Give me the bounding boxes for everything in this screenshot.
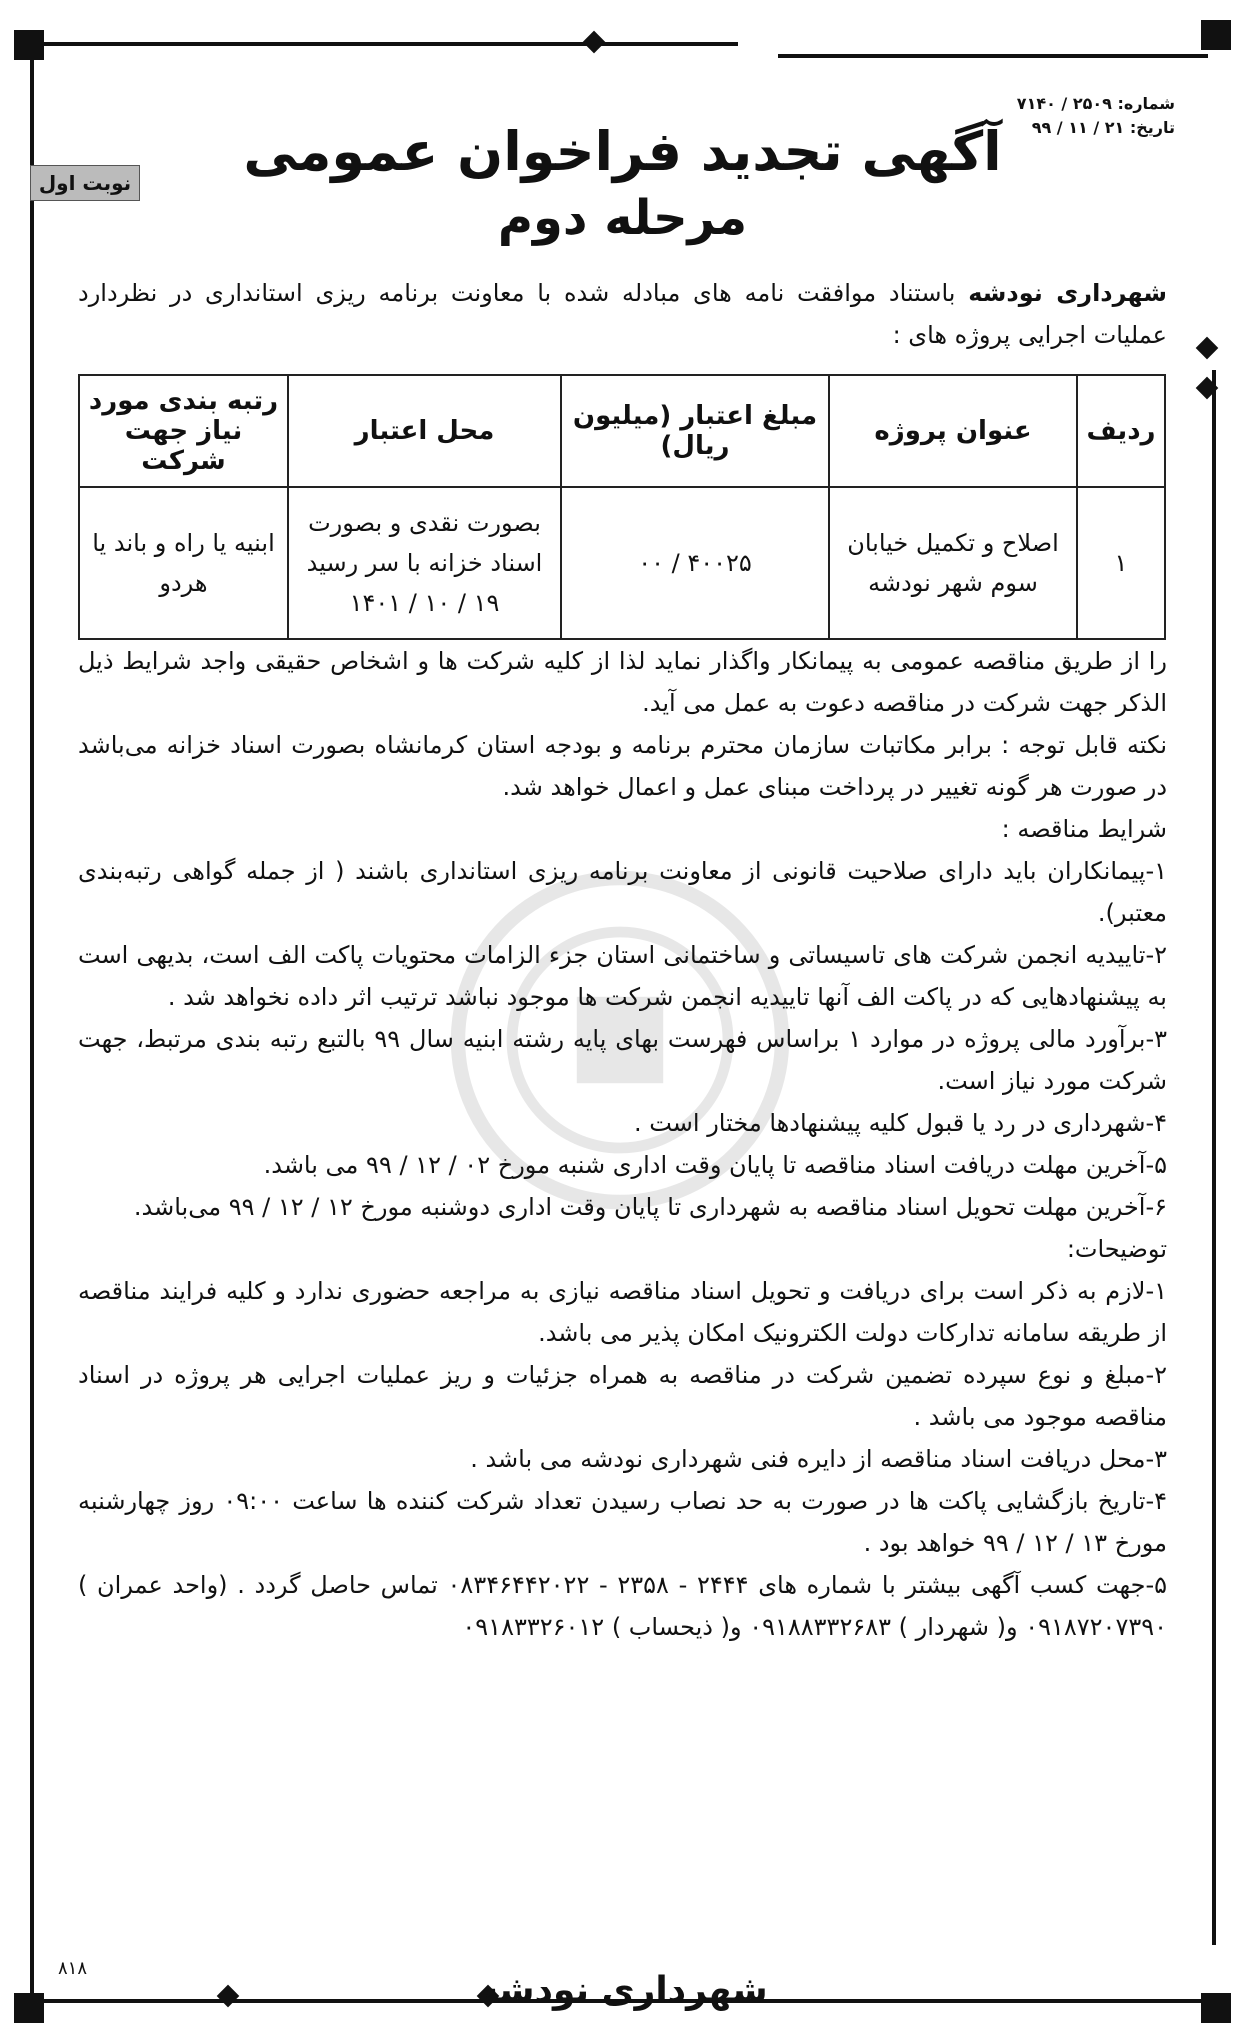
table-header-row <box>79 375 1165 487</box>
paragraph: را از طریق مناقصه عمومی به پیمانکار واگذار نماید لذا از کلیه شرکت ها و اشخاص حقیقی واجد شرایط ذیل الذکر جهت شرکت در مناقصه دعوت به عمل می آید. <box>78 647 1167 717</box>
turn-badge: نوبت اول <box>30 165 140 201</box>
table-cell: ۴۰۰۲۵ / ۰۰ <box>561 487 829 639</box>
frame-top-edge-right <box>778 54 1208 58</box>
page-number: ۸۱۸ <box>58 1958 88 1979</box>
table-row <box>79 487 1165 639</box>
page-title: آگهی تجدید فراخوان عمومی <box>243 120 1002 183</box>
frame-right-edge <box>1212 370 1216 1945</box>
projects-table <box>78 374 1166 640</box>
intro-org: شهرداری نودشه <box>968 279 1167 307</box>
section-heading: شرایط مناقصه : <box>1001 815 1167 843</box>
list-item: ۳-محل دریافت اسناد مناقصه از دایره فنی شهرداری نودشه می باشد . <box>470 1445 1167 1473</box>
table-cell: ۱ <box>1077 487 1165 639</box>
section-heading: توضیحات: <box>1066 1235 1167 1263</box>
document-date: تاریخ: ۲۱ / ۱۱ / ۹۹ <box>1031 118 1175 137</box>
table-header: ردیف <box>1077 375 1165 487</box>
intro-paragraph <box>78 272 1167 356</box>
list-item: ۲-مبلغ و نوع سپرده تضمین شرکت در مناقصه به همراه جزئیات و ریز عملیات اجرایی هر پروژه در اسناد مناقصه موجود می باشد . <box>78 1361 1167 1431</box>
table-cell: بصورت نقدی و بصورت اسناد خزانه با سر رسید ۱۹ / ۱۰ / ۱۴۰۱ <box>288 487 561 639</box>
list-item: ۱-پیمانکاران باید دارای صلاحیت قانونی از معاونت برنامه ریزی استانداری باشند ( از جمله گواهی رتبه‌بندی معتبر). <box>78 857 1167 927</box>
footer-signature: شهرداری نودشه <box>477 1970 768 2011</box>
list-item: ۶-آخرین مهلت تحویل اسناد مناقصه به شهرداری تا پایان وقت اداری دوشنبه مورخ ۱۲ / ۱۲ / ۹۹ می‌باشد. <box>133 1193 1167 1221</box>
table-header: مبلغ اعتبار (میلیون ریال) <box>561 375 829 487</box>
list-item: ۴-شهرداری در رد یا قبول کلیه پیشنهادها مختار است . <box>633 1109 1167 1137</box>
list-item: ۴-تاریخ بازگشایی پاکت ها در صورت به حد نصاب رسیدن تعداد شرکت کننده ها ساعت ۰۹:۰۰ روز چهارشنبه مورخ ۱۳ / ۱۲ / ۹۹ خواهد بود . <box>78 1487 1167 1557</box>
paragraph: نکته قابل توجه : برابر مکاتبات سازمان محترم برنامه و بودجه استان کرمانشاه بصورت اسناد خزانه می‌باشد در صورت هر گونه تغییر در پرداخت مبنای عمل و اعمال خواهد شد. <box>78 731 1167 801</box>
corner-ornament <box>1201 20 1231 50</box>
table-header: رتبه بندی مورد نیاز جهت شرکت <box>79 375 288 487</box>
list-item: ۱-لازم به ذکر است برای دریافت و تحویل اسناد مناقصه نیازی به مراجعه حضوری ندارد و کلیه فرایند مناقصه از طریقه سامانه تدارکات دولت الکترونیک امکان پذیر می باشد. <box>78 1277 1167 1347</box>
frame-left-edge <box>30 50 34 1995</box>
page-subtitle: مرحله دوم <box>497 190 748 246</box>
table-header: عنوان پروژه <box>829 375 1077 487</box>
list-item: ۳-برآورد مالی پروژه در موارد ۱ براساس فهرست بهای پایه رشته ابنیه سال ۹۹ بالتبع رتبه بندی مرتبط، جهت شرکت مورد نیاز است. <box>78 1025 1168 1095</box>
main-content <box>78 640 1167 1648</box>
list-item: ۲-تاییدیه انجمن شرکت های تاسیساتی و ساختمانی استان جزء الزامات محتویات پاکت الف است، بدیهی است به پیشنهادهایی که در پاکت الف آنها تاییدیه انجمن شرکت ها موجود نباشد ترتیب اثر داده نخواهد شد . <box>78 941 1167 1011</box>
table-cell: ابنیه یا راه و باند یا هردو <box>79 487 288 639</box>
table-cell: اصلاح و تکمیل خیابان سوم شهر نودشه <box>829 487 1077 639</box>
list-item: ۵-آخرین مهلت دریافت اسناد مناقصه تا پایان وقت اداری شنبه مورخ ۰۲ / ۱۲ / ۹۹ می باشد. <box>263 1151 1167 1179</box>
table-header: محل اعتبار <box>288 375 561 487</box>
list-item: ۵-جهت کسب آگهی بیشتر با شماره های ۲۴۴۴ - ۲۳۵۸ - ۰۸۳۴۶۴۴۲۰۲۲ تماس حاصل گردد . (واحد عمران ) ۰۹۱۸۷۲۰۷۳۹۰ و( شهردار ) ۰۹۱۸۸۳۳۲۶۸۳ و( ذیحساب ) ۰۹۱۸۳۳۲۶۰۱۲ <box>78 1571 1167 1641</box>
intro-text: باستناد موافقت نامه های مبادله شده با معاونت برنامه ریزی استانداری در نظردارد عملیات اجرایی پروژه های : <box>78 279 1167 349</box>
corner-ornament <box>14 30 44 60</box>
frame-top-edge <box>38 42 738 46</box>
document-number: شماره: ۲۵۰۹ / ۷۱۴۰ <box>1016 94 1175 113</box>
